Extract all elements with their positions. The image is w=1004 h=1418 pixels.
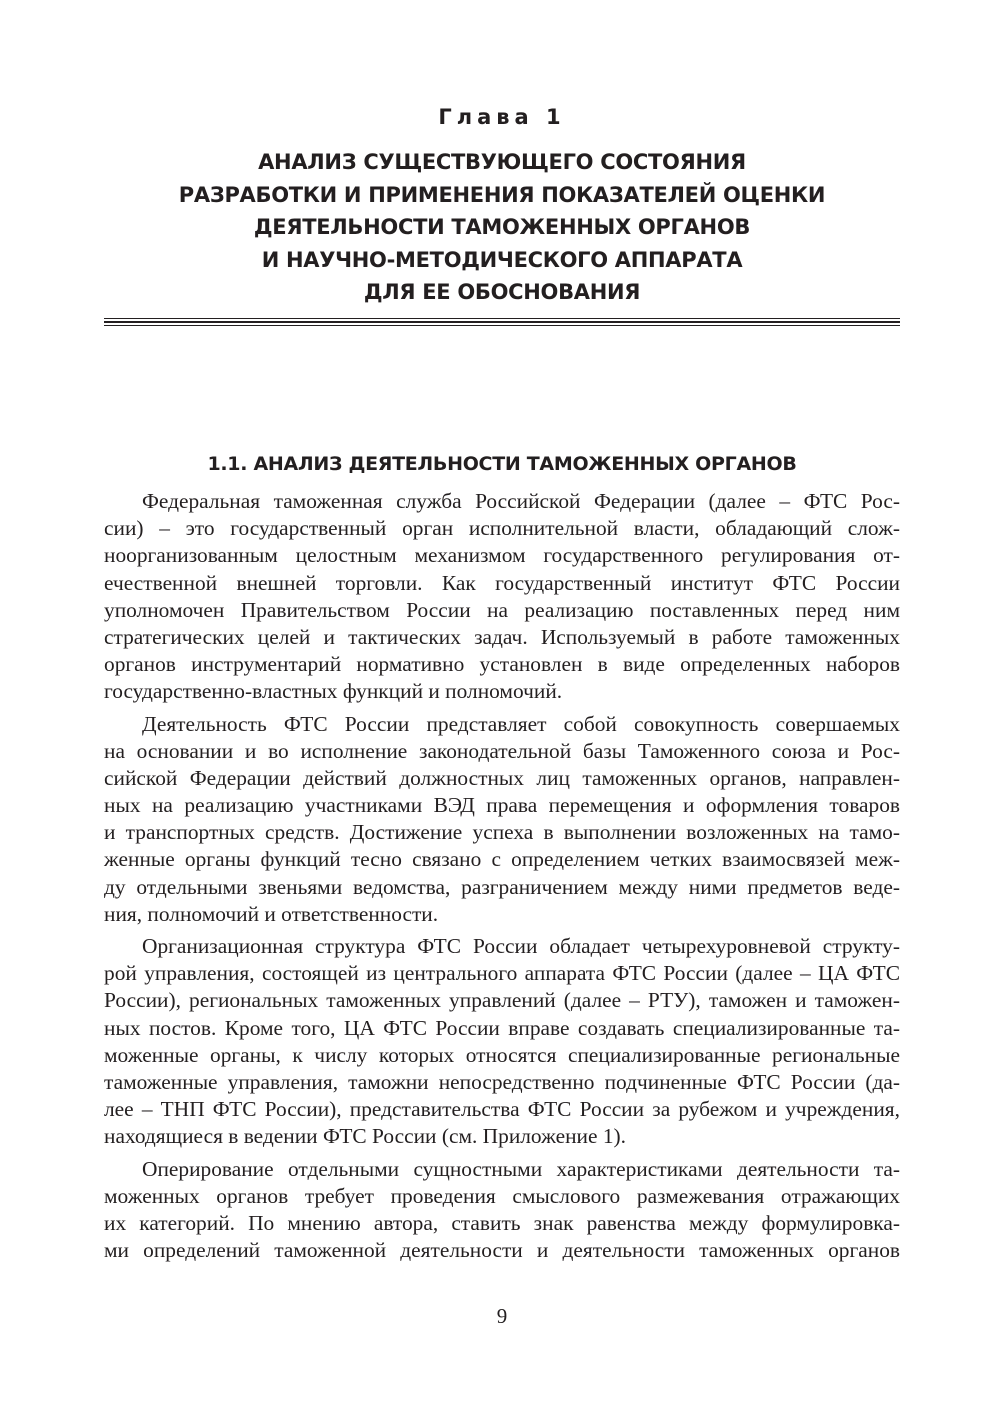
chapter-title-line: ДЕЯТЕЛЬНОСТИ ТАМОЖЕННЫХ ОРГАНОВ	[253, 215, 751, 239]
chapter-title-line: ДЛЯ ЕЕ ОБОСНОВАНИЯ	[363, 280, 641, 304]
divider-line-thin	[104, 318, 900, 319]
body-text	[104, 488, 900, 1269]
text-line: ных постов. Кроме того, ЦА ФТС России вправе создавать специализированные та-	[104, 1015, 900, 1040]
text-line: рой управления, состоящей из центрального аппарата ФТС России (далее – ЦА ФТС	[104, 961, 900, 986]
text-line: стратегических целей и тактических задач. Используемый в работе таможенных	[104, 624, 900, 649]
divider-line-thin	[104, 325, 900, 326]
text-line: моженные органы, к числу которых относятся специализированные региональные	[104, 1042, 900, 1067]
text-line: Организационная структура ФТС России обладает четырехуровневой структу-	[142, 934, 900, 958]
chapter-title	[150, 146, 854, 309]
chapter-title-divider	[104, 318, 900, 327]
text-line: уполномочен Правительством России на реализацию поставленных перед ним	[104, 597, 900, 622]
text-line: органов инструментарий нормативно установлен в виде определенных наборов	[104, 652, 900, 677]
chapter-title-line: АНАЛИЗ СУЩЕСТВУЮЩЕГО СОСТОЯНИЯ	[258, 150, 746, 174]
text-line: Федеральная таможенная служба Российской Федерации (далее – ФТС Рос-	[142, 489, 900, 513]
text-line: ния, полномочий и ответственности.	[104, 901, 439, 926]
section-heading: 1.1. АНАЛИЗ ДЕЯТЕЛЬНОСТИ ТАМОЖЕННЫХ ОРГАНОВ	[207, 453, 797, 475]
text-line: государственно-властных функций и полномочий.	[104, 679, 563, 704]
chapter-title-line: И НАУЧНО-МЕТОДИЧЕСКОГО АППАРАТА	[261, 247, 743, 272]
paragraph	[104, 933, 900, 1151]
chapter-title-line: РАЗРАБОТКИ И ПРИМЕНЕНИЯ ПОКАЗАТЕЛЕЙ ОЦЕНКИ	[178, 182, 826, 207]
text-line: ных на реализацию участниками ВЭД права перемещения и оформления товаров	[104, 793, 900, 818]
text-line: сии) – это государственный орган исполнительной власти, обладающий слож-	[104, 516, 900, 541]
divider-line-thick	[104, 321, 900, 323]
text-line: их категорий. По мнению автора, ставить знак равенства между формулировка-	[104, 1210, 900, 1235]
text-line: ноорганизованным целостным механизмом государственного регулирования от-	[104, 543, 900, 568]
paragraph	[104, 488, 900, 706]
text-line: женные органы функций тесно связано с определением четких взаимосвязей меж-	[104, 847, 900, 872]
text-line: России), региональных таможенных управлений (далее – РТУ), таможен и таможен-	[104, 988, 900, 1013]
text-line: таможенные управления, таможни непосредственно подчиненные ФТС России (да-	[104, 1069, 900, 1094]
text-line: ду отдельными звеньями ведомства, разграничением между ними предметов веде-	[104, 874, 900, 899]
text-line: и транспортных средств. Достижение успеха в выполнении возложенных на тамо-	[104, 820, 900, 845]
text-line: сийской Федерации действий должностных лиц таможенных органов, направлен-	[104, 765, 900, 790]
text-line: Деятельность ФТС России представляет собой совокупность совершаемых	[142, 711, 900, 736]
text-line: находящиеся в ведении ФТС России (см. Приложение 1).	[104, 1124, 626, 1149]
text-line: ечественной внешней торговли. Как государственный институт ФТС России	[104, 570, 900, 595]
paragraph	[104, 711, 900, 929]
text-line: ми определений таможенной деятельности и деятельности таможенных органов	[104, 1238, 900, 1263]
text-line: лее – ТНП ФТС России), представительства ФТС России за рубежом и учреждения,	[104, 1097, 900, 1122]
chapter-label: Глава 1	[438, 105, 566, 129]
page-number: 9	[496, 1304, 508, 1328]
paragraph	[104, 1156, 900, 1265]
text-line: Оперирование отдельными сущностными характеристиками деятельности та-	[142, 1156, 900, 1181]
text-line: на основании и во исполнение законодательной базы Таможенного союза и Рос-	[104, 738, 900, 763]
text-line: моженных органов требует проведения смыслового размежевания отражающих	[104, 1183, 900, 1208]
